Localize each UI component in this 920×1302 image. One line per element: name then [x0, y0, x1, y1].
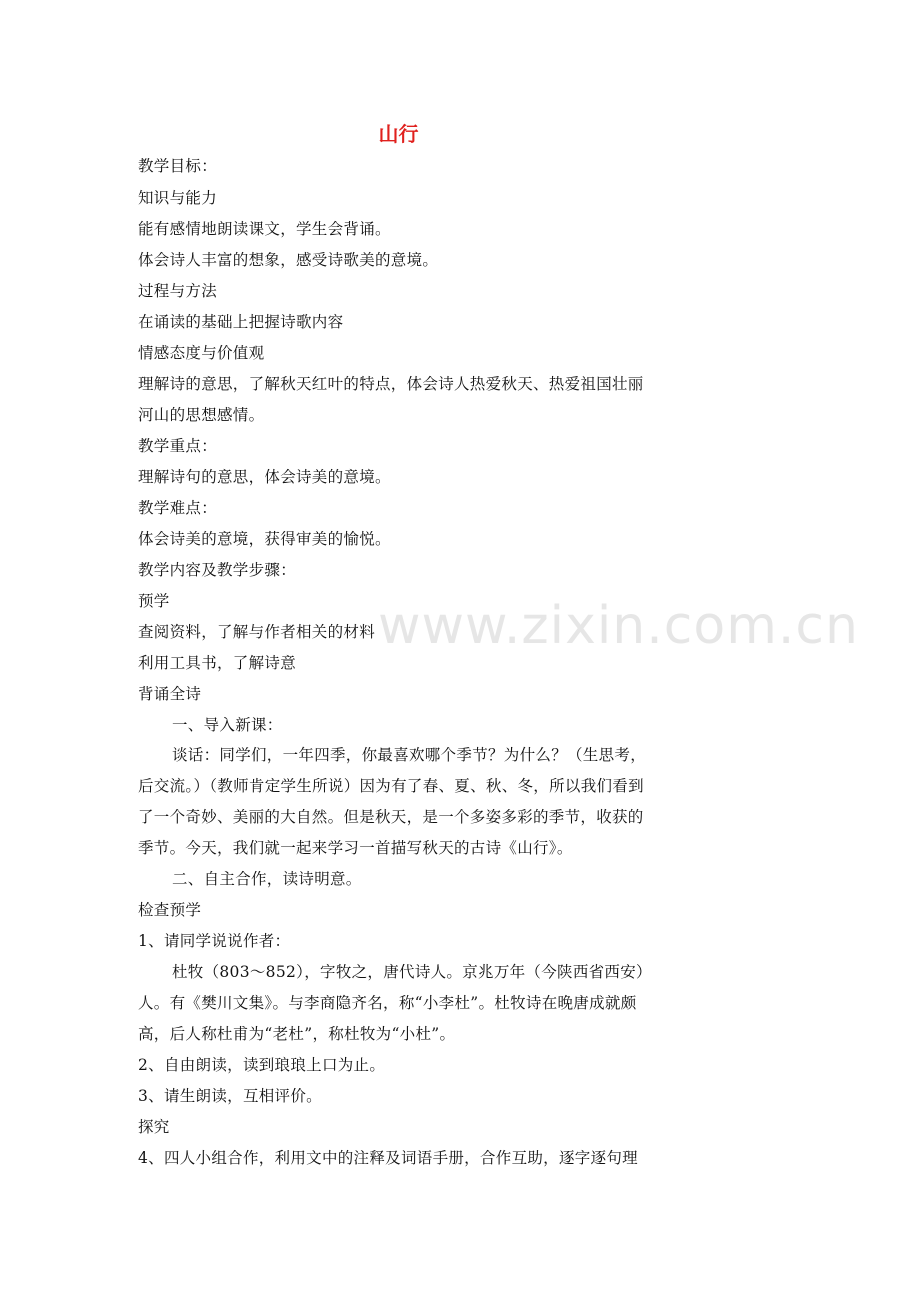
text-line: 探究: [138, 1118, 170, 1136]
text-line: 利用工具书，了解诗意: [138, 654, 297, 672]
text-line: 后交流。）（教师肯定学生所说）因为有了春、夏、秋、冬，所以我们看到: [138, 777, 644, 795]
text-line: 教学重点：: [138, 437, 218, 455]
text-line: 教学难点：: [138, 499, 218, 517]
text-line: 季节。今天，我们就一起来学习一首描写秋天的古诗《山行》。: [138, 839, 573, 857]
text-line: 预学: [138, 592, 170, 610]
text-line: 背诵全诗: [138, 685, 202, 703]
text-line: 在诵读的基础上把握诗歌内容: [138, 313, 344, 331]
text-line: 理解诗的意思，了解秋天红叶的特点，体会诗人热爱秋天、热爱祖国壮丽: [138, 375, 644, 393]
text-line: 河山的思想感情。: [138, 406, 265, 424]
text-line: 查阅资料，了解与作者相关的材料: [138, 623, 376, 641]
text-line: 谈话：同学们，一年四季，你最喜欢哪个季节？为什么？（生思考，: [172, 746, 647, 764]
text-line: 杜牧（803～852），字牧之，唐代诗人。京兆万年（今陕西省西安）: [172, 963, 652, 981]
text-line: 体会诗美的意境，获得审美的愉悦。: [138, 530, 391, 548]
text-line: 4、四人小组合作，利用文中的注释及词语手册，合作互助，逐字逐句理: [138, 1149, 638, 1167]
text-line: 能有感情地朗读课文，学生会背诵。: [138, 220, 391, 238]
text-line: 教学内容及教学步骤：: [138, 561, 297, 579]
text-line: 检查预学: [138, 901, 202, 919]
text-line: 体会诗人丰富的想象，感受诗歌美的意境。: [138, 251, 439, 269]
section-heading: 一、导入新课：: [172, 716, 283, 734]
section-heading: 二、自主合作，读诗明意。: [172, 870, 362, 888]
text-line: 3、请生朗读，互相评价。: [138, 1087, 322, 1105]
text-line: 了一个奇妙、美丽的大自然。但是秋天，是一个多姿多彩的季节，收获的: [138, 808, 644, 826]
text-line: 理解诗句的意思，体会诗美的意境。: [138, 468, 391, 486]
document-title: 山行: [378, 122, 419, 146]
text-line: 过程与方法: [138, 282, 218, 300]
text-line: 知识与能力: [138, 189, 218, 207]
text-line: 高，后人称杜甫为“老杜”，称杜牧为“小杜”。: [138, 1025, 456, 1043]
text-line: 情感态度与价值观: [138, 344, 265, 362]
watermark: www.zixin.com.cn: [378, 596, 859, 656]
text-line: 2、自由朗读，读到琅琅上口为止。: [138, 1056, 386, 1074]
text-line: 教学目标：: [138, 157, 218, 175]
text-line: 人。有《樊川文集》。与李商隐齐名，称“小李杜”。杜牧诗在晚唐成就颇: [138, 994, 637, 1012]
text-line: 1、请同学说说作者：: [138, 932, 291, 950]
